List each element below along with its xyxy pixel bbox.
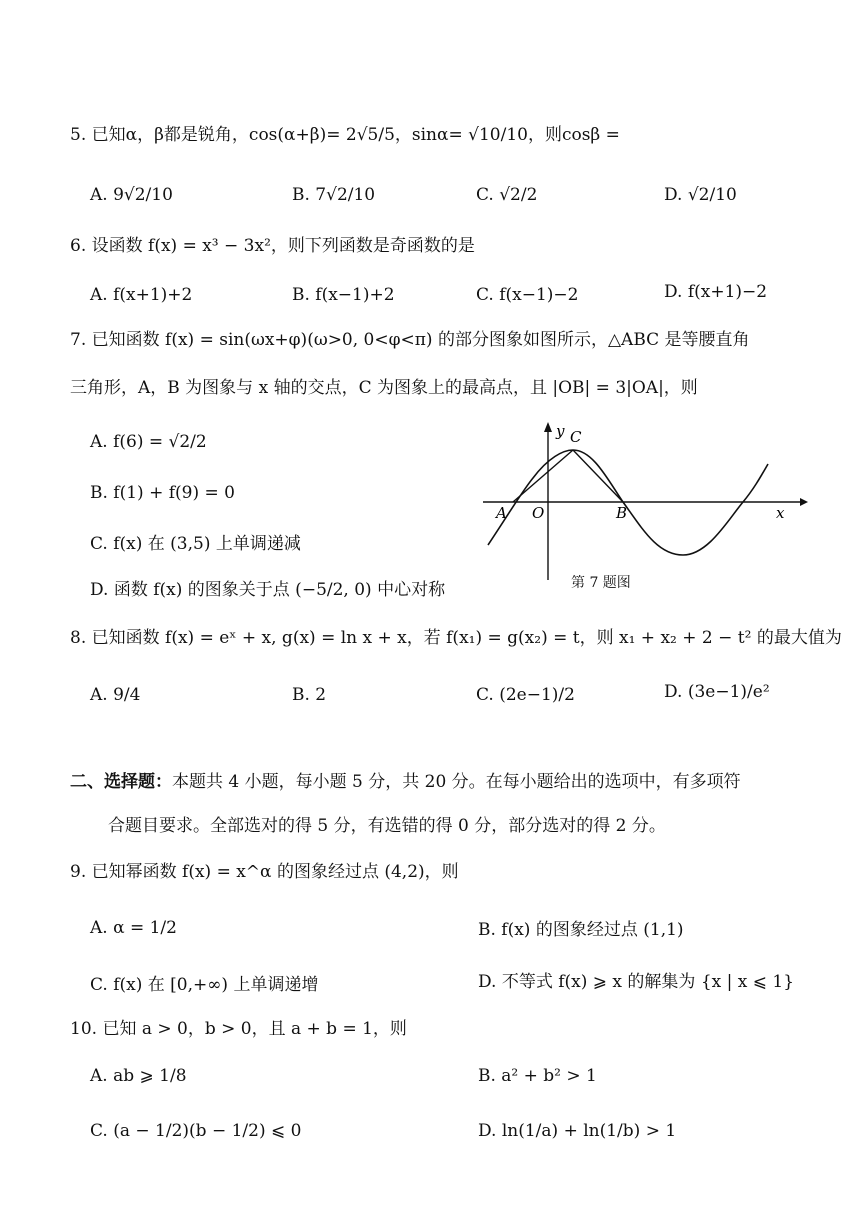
q9-option-b: B. f(x) 的图象经过点 (1,1) [478, 920, 684, 940]
q5-stem: 5. 已知α，β都是锐角，cos(α+β)= 2√5/5，sinα= √10/10，则cosβ = [70, 125, 620, 145]
q9-stem: 9. 已知幂函数 f(x) = x^α 的图象经过点 (4,2)，则 [70, 862, 459, 882]
q6-option-a: A. f(x+1)+2 [90, 285, 193, 305]
label-o: O [532, 504, 545, 522]
segment-ac [513, 450, 573, 502]
q10-option-a: A. ab ⩾ 1/8 [90, 1066, 187, 1086]
segment-cb [573, 450, 623, 502]
section2-line1 [70, 772, 741, 792]
q8-stem: 8. 已知函数 f(x) = eˣ + x, g(x) = ln x + x，若 f(x₁) = g(x₂) = t，则 x₁ + x₂ + 2 − t² 的最大值为 [70, 628, 842, 648]
q6-option-c: C. f(x−1)−2 [476, 285, 579, 305]
x-axis-arrow [800, 498, 808, 506]
q10-option-c: C. (a − 1/2)(b − 1/2) ⩽ 0 [90, 1121, 302, 1141]
q9-option-c: C. f(x) 在 [0,+∞) 上单调递增 [90, 975, 319, 995]
label-a: A [496, 504, 507, 522]
q10-option-d: D. ln(1/a) + ln(1/b) > 1 [478, 1121, 677, 1141]
q7-function-graph [478, 420, 808, 600]
q6-option-d: D. f(x+1)−2 [664, 282, 768, 302]
q7-option-d: D. 函数 f(x) 的图象关于点 (−5/2, 0) 中心对称 [90, 580, 446, 600]
q5-option-a: A. 9√2/10 [90, 185, 173, 205]
label-x: x [776, 504, 785, 522]
q7-option-a: A. f(6) = √2/2 [90, 432, 207, 452]
section2-title: 二、选择题： [70, 772, 172, 792]
q8-option-b: B. 2 [292, 685, 327, 705]
q5-option-c: C. √2/2 [476, 185, 538, 205]
label-y: y [556, 422, 565, 440]
q5-option-b: B. 7√2/10 [292, 185, 376, 205]
q6-stem: 6. 设函数 f(x) = x³ − 3x²，则下列函数是奇函数的是 [70, 236, 475, 256]
q7-option-c: C. f(x) 在 (3,5) 上单调递减 [90, 534, 301, 554]
q7-stem-line1: 7. 已知函数 f(x) = sin(ωx+φ)(ω>0, 0<φ<π) 的部分图象如图所示，△ABC 是等腰直角 [70, 330, 750, 350]
q7-option-b: B. f(1) + f(9) = 0 [90, 483, 235, 503]
y-axis-arrow [544, 422, 552, 432]
section2-text-1: 本题共 4 小题，每小题 5 分，共 20 分。在每小题给出的选项中，有多项符 [172, 772, 741, 792]
label-b: B [616, 504, 628, 522]
q8-option-d: D. (3e−1)/e² [664, 682, 770, 702]
q10-option-b: B. a² + b² > 1 [478, 1066, 597, 1086]
q7-figure-caption: 第 7 题图 [571, 575, 631, 591]
label-c: C [570, 428, 582, 446]
q7-stem-line2: 三角形，A，B 为图象与 x 轴的交点，C 为图象上的最高点，且 |OB| = 3|OA|，则 [70, 378, 698, 398]
q9-option-a: A. α = 1/2 [90, 918, 177, 938]
section2-line2: 合题目要求。全部选对的得 5 分，有选错的得 0 分，部分选对的得 2 分。 [108, 816, 666, 836]
q9-option-d: D. 不等式 f(x) ⩾ x 的解集为 {x | x ⩽ 1} [478, 972, 795, 992]
q8-option-a: A. 9/4 [90, 685, 141, 705]
q10-stem: 10. 已知 a > 0，b > 0，且 a + b = 1，则 [70, 1019, 407, 1039]
q5-option-d: D. √2/10 [664, 185, 737, 205]
q6-option-b: B. f(x−1)+2 [292, 285, 395, 305]
q8-option-c: C. (2e−1)/2 [476, 685, 575, 705]
